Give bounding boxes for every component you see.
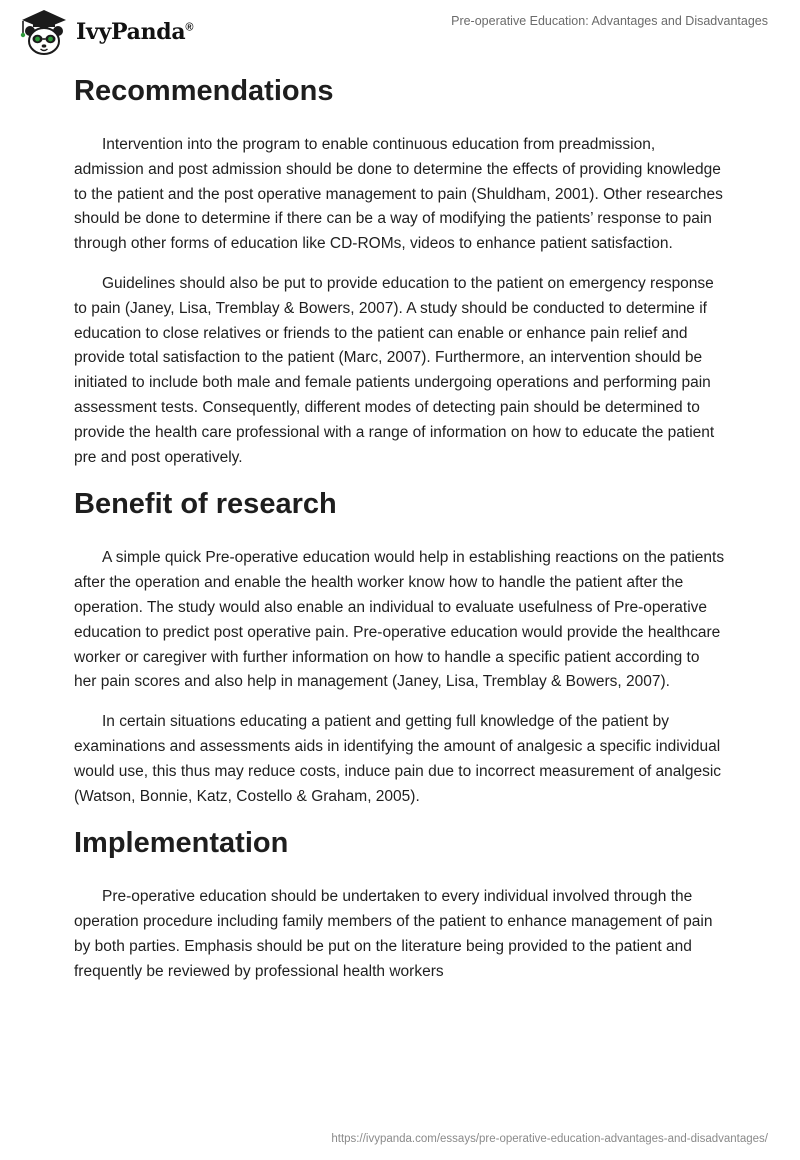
brand-name: IvyPanda® bbox=[76, 19, 194, 45]
ivypanda-logo[interactable] bbox=[14, 8, 193, 56]
document-title: Pre-operative Education: Advantages and Disadvantages bbox=[451, 14, 768, 28]
paragraph: In certain situations educating a patient and getting full knowledge of the patient by examinations and assessments aids in identifying the amount of analgesic a specific individual would use, this thus may reduce costs, induce pain due to incorrect measurement of analgesic (Watson, Bonnie, Katz, Costello & Graham, 2005). bbox=[74, 713, 722, 805]
section-benefit-of-research bbox=[74, 485, 726, 809]
section-heading: Recommendations bbox=[74, 75, 334, 107]
header bbox=[0, 0, 800, 64]
section-implementation bbox=[74, 824, 726, 984]
section-recommendations bbox=[74, 72, 726, 470]
paragraph: Pre-operative education should be undertaken to every individual involved through the operation procedure including family members of the patient to enhance management of pain by both parties. Emphasis should be put on the literature being provided to the patient and frequently be reviewed by professional health workers bbox=[74, 888, 713, 980]
paragraph: Guidelines should also be put to provide education to the patient on emergency response to pain (Janey, Lisa, Tremblay & Bowers, 2007). A study should be conducted to determine if education to close relatives or friends to the patient can enable or enhance pain relief and provide total satisfaction to the patient (Marc, 2007). Furthermore, an intervention should be initiated to include both male and female patients undergoing operations and performing pain assessment tests. Consequently, different modes of detecting pain should be determined to provide the health care professional with a range of information on how to educate the patient pre and post operatively. bbox=[74, 274, 715, 466]
section-heading: Implementation bbox=[74, 827, 289, 860]
source-url-link[interactable]: https://ivypanda.com/essays/pre-operative-education-advantages-and-disadvantages/ bbox=[331, 1133, 768, 1145]
paragraph: A simple quick Pre-operative education would help in establishing reactions on the patients after the operation and enable the health worker know how to handle the patient after the operation. The study would also enable an individual to evaluate usefulness of Pre-operative education to predict post operative pain. Pre-operative education would provide the healthcare worker or caregiver with further information on how to handle a specific patient according to her pain scores and also help in management (Janey, Lisa, Tremblay & Bowers, 2007). bbox=[74, 549, 725, 691]
article-body bbox=[74, 72, 726, 1000]
panda-graduate-icon bbox=[14, 8, 70, 56]
section-heading: Benefit of research bbox=[74, 488, 337, 521]
paragraph: Intervention into the program to enable continuous education from preadmission, admission and post admission should be done to determine the effects of providing knowledge to the patient and the post operative management to pain (Shuldham, 2001). Other researches should be done to determine if there can be a way of modifying the patients’ response to pain through other forms of education like CD-ROMs, videos to enhance patient satisfaction. bbox=[74, 136, 723, 253]
